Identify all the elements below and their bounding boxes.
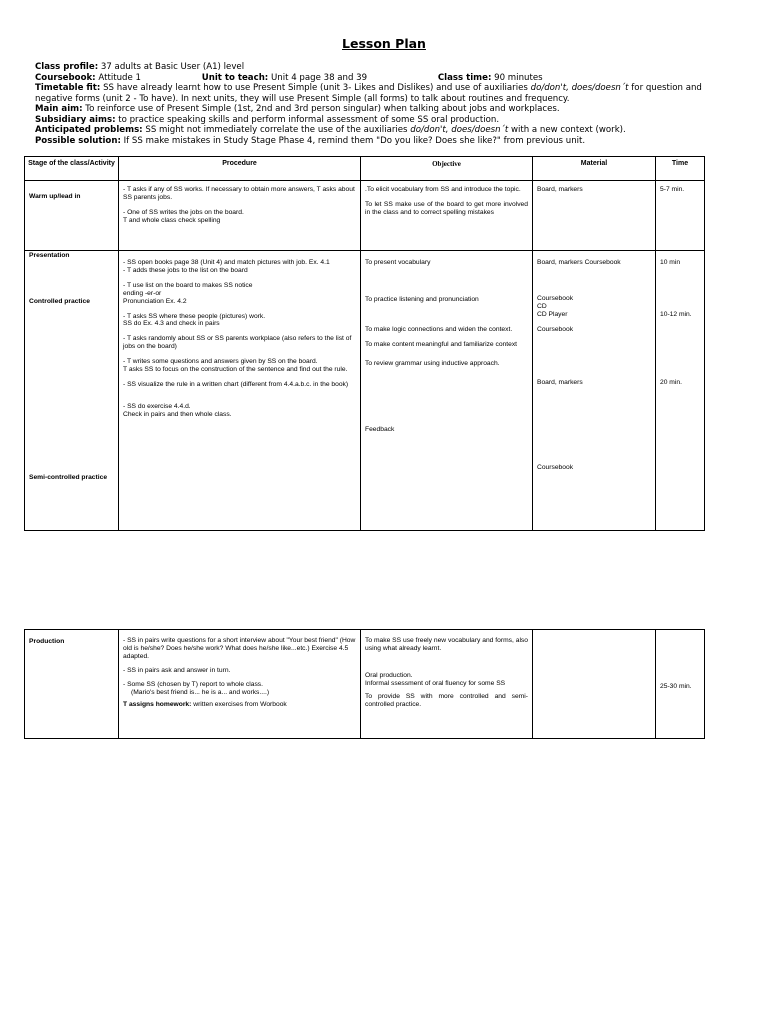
production-procedure-1: - SS in pairs write questions for a short interview about "Your best friend" (How old is he/she? Does he/she work? What does he/she like...etc.) Exercise 4.5 adapted. [123, 637, 356, 660]
class-profile-label: Class profile: [35, 62, 99, 72]
stage-header: Stage of the class/Activity [25, 157, 119, 181]
production-objective-1: To make SS use freely new vocabulary and forms, also using what already learnt. [365, 637, 528, 652]
coursebook-line [35, 73, 750, 84]
possible-solution-line [35, 136, 750, 147]
main-procedure-3a: - T asks SS where these people (pictures) work. [123, 312, 266, 320]
production-objective-2b: Informal ssessment of oral fluency for some SS [365, 679, 506, 687]
timetable-label: Timetable fit: [35, 83, 101, 93]
main-aim-line [35, 104, 750, 115]
production-procedure-3b: (Mario's best friend is... he is a... and works....) [131, 688, 270, 696]
warmup-objective-2: To let SS make use of the board to get more involved in the class and to correct spelling mistakes [365, 200, 528, 216]
class-time-value: 90 minutes [494, 72, 543, 83]
warmup-procedure-2: - One of SS writes the jobs on the board. [123, 208, 244, 216]
table-row-main [25, 251, 705, 531]
production-table [24, 629, 705, 739]
main-procedure-2c: Pronunciation Ex. 4.2 [123, 297, 187, 305]
lesson-header [35, 62, 750, 146]
main-material-2b: CD [537, 302, 547, 310]
anticipated-problems-text: SS might not immediately correlate the use of the auxiliaries [145, 125, 408, 135]
warmup-procedure-1: - T asks if any of SS works. If necessary to obtain more answers, T asks about SS parents jobs. [123, 186, 355, 201]
timetable-text: SS have already learnt how to use Present Simple (unit 3- Likes and Dislikes) and use of auxiliaries [103, 83, 528, 93]
main-procedure-1b: - T adds these jobs to the list on the board [123, 266, 248, 274]
main-procedure-7a: - SS do exercise 4.4.d. [123, 402, 191, 410]
possible-solution-value: If SS make mistakes in Study Stage Phase 4, remind them "Do you like? Does she like?" from previous unit. [123, 135, 586, 146]
homework-value: written exercises from Worbook [193, 701, 287, 709]
main-procedure-5b: T asks SS to focus on the construction of the sentence and find out the rule. [123, 366, 348, 374]
class-profile-value: 37 adults at Basic User (A1) level [100, 62, 245, 72]
lesson-table [24, 156, 705, 531]
main-procedure-5a: - T writes some questions and answers given by SS on the board. [123, 358, 318, 366]
subsidiary-aims-line [35, 115, 750, 126]
timetable-auxiliaries: do/don't, does/doesn´t [530, 83, 629, 93]
production-time: 25-30 min. [660, 683, 692, 690]
main-time-2: 10-12 min. [660, 310, 692, 318]
subsidiary-aims-value: to practice speaking skills and perform informal assessment of some SS oral production. [118, 114, 500, 125]
main-objective-5: To review grammar using inductive approach. [365, 359, 500, 367]
main-aim-value: To reinforce use of Present Simple (1st, 2nd and 3rd person singular) when talking about jobs and workplaces. [85, 104, 560, 114]
warmup-time: 5-7 min. [660, 186, 685, 193]
main-material-3: Coursebook [537, 325, 574, 333]
stage-warmup: Warm up/lead in [29, 193, 81, 200]
stage-presentation: Presentation [29, 252, 70, 259]
main-procedure-3b: SS do Ex. 4.3 and check in pairs [123, 320, 220, 328]
timetable-line [35, 83, 750, 94]
main-procedure-7b: Check in pairs and then whole class. [123, 410, 232, 418]
table-header-row [25, 157, 705, 181]
anticipated-problems-label: Anticipated problems: [35, 125, 143, 135]
objective-header: Objective [361, 157, 533, 181]
coursebook-label: Coursebook: [35, 72, 96, 83]
time-header: Time [656, 157, 705, 181]
production-objective-2a: Oral production. [365, 671, 413, 679]
anticipated-problems-auxiliaries: do/don't, does/doesn´t [410, 125, 509, 135]
main-procedure-2b: ending -er-or [123, 289, 162, 297]
main-objective-2: To practice listening and pronunciation [365, 295, 479, 303]
main-material-5: Coursebook [537, 464, 574, 472]
stage-controlled-practice: Controlled practice [29, 297, 90, 305]
possible-solution-label: Possible solution: [35, 135, 121, 146]
main-material-4: Board, markers [537, 378, 583, 386]
anticipated-problems-line [35, 125, 750, 136]
production-objective-3: To provide SS with more controlled and semi-controlled practice. [365, 692, 528, 708]
main-time-3: 20 min. [660, 378, 682, 386]
warmup-procedure-3: T and whole class check spelling [123, 216, 221, 224]
subsidiary-aims-label: Subsidiary aims: [35, 114, 116, 125]
page-title: Lesson Plan [342, 36, 426, 51]
main-objective-1: To present vocabulary [365, 259, 431, 266]
class-profile-line [35, 62, 750, 73]
warmup-material: Board, markers [537, 186, 583, 193]
main-objective-6: Feedback [365, 425, 395, 433]
homework-line [123, 701, 356, 709]
main-objective-4: To make content meaningful and familiarize context [365, 340, 518, 348]
main-procedure-1a: - SS open books page 38 (Unit 4) and match pictures with job. Ex. 4.1 [123, 259, 330, 266]
main-material-1: Board, markers Coursebook [537, 259, 621, 266]
class-time-label: Class time: [437, 72, 492, 83]
main-objective-3: To make logic connections and widen the context. [365, 325, 513, 333]
main-procedure-4: - T asks randomly about SS or SS parents workplace (also refers to the list of jobs on the board) [123, 335, 352, 351]
table-row-warmup [25, 181, 705, 251]
warmup-objective-1: .To elicit vocabulary from SS and introduce the topic. [365, 186, 521, 193]
homework-label: T assigns homework: [123, 701, 192, 709]
timetable-text-end: for question and [631, 83, 702, 93]
main-procedure-6: - SS visualize the rule in a written chart (different from 4.4.a.b.c. in the book) [123, 380, 349, 388]
main-aim-label: Main aim: [35, 104, 83, 114]
stage-production: Production [29, 638, 65, 645]
coursebook-value: Attitude 1 [98, 72, 141, 83]
table-row-production [25, 630, 705, 739]
main-material-2c: CD Player [537, 310, 568, 318]
stage-semi-controlled-practice: Semi-controlled practice [29, 473, 108, 481]
production-procedure-2: - SS in pairs ask and answer in turn. [123, 666, 231, 674]
anticipated-problems-text-end: with a new context (work). [510, 125, 626, 135]
procedure-header: Procedure [119, 157, 361, 181]
unit-label: Unit to teach: [201, 72, 269, 83]
material-header: Material [533, 157, 656, 181]
production-procedure-3a: - Some SS (chosen by T) report to whole class. [123, 680, 263, 688]
main-time-1: 10 min [660, 259, 681, 266]
main-procedure-2a: - T use list on the board to makes SS notice [123, 281, 253, 289]
timetable-line-2: negative forms (unit 2 - To have). In next units, they will use Present Simple (all forms) to talk about routines and frequency. [35, 93, 570, 104]
unit-value: Unit 4 page 38 and 39 [270, 72, 368, 83]
main-material-2a: Coursebook [537, 294, 574, 302]
